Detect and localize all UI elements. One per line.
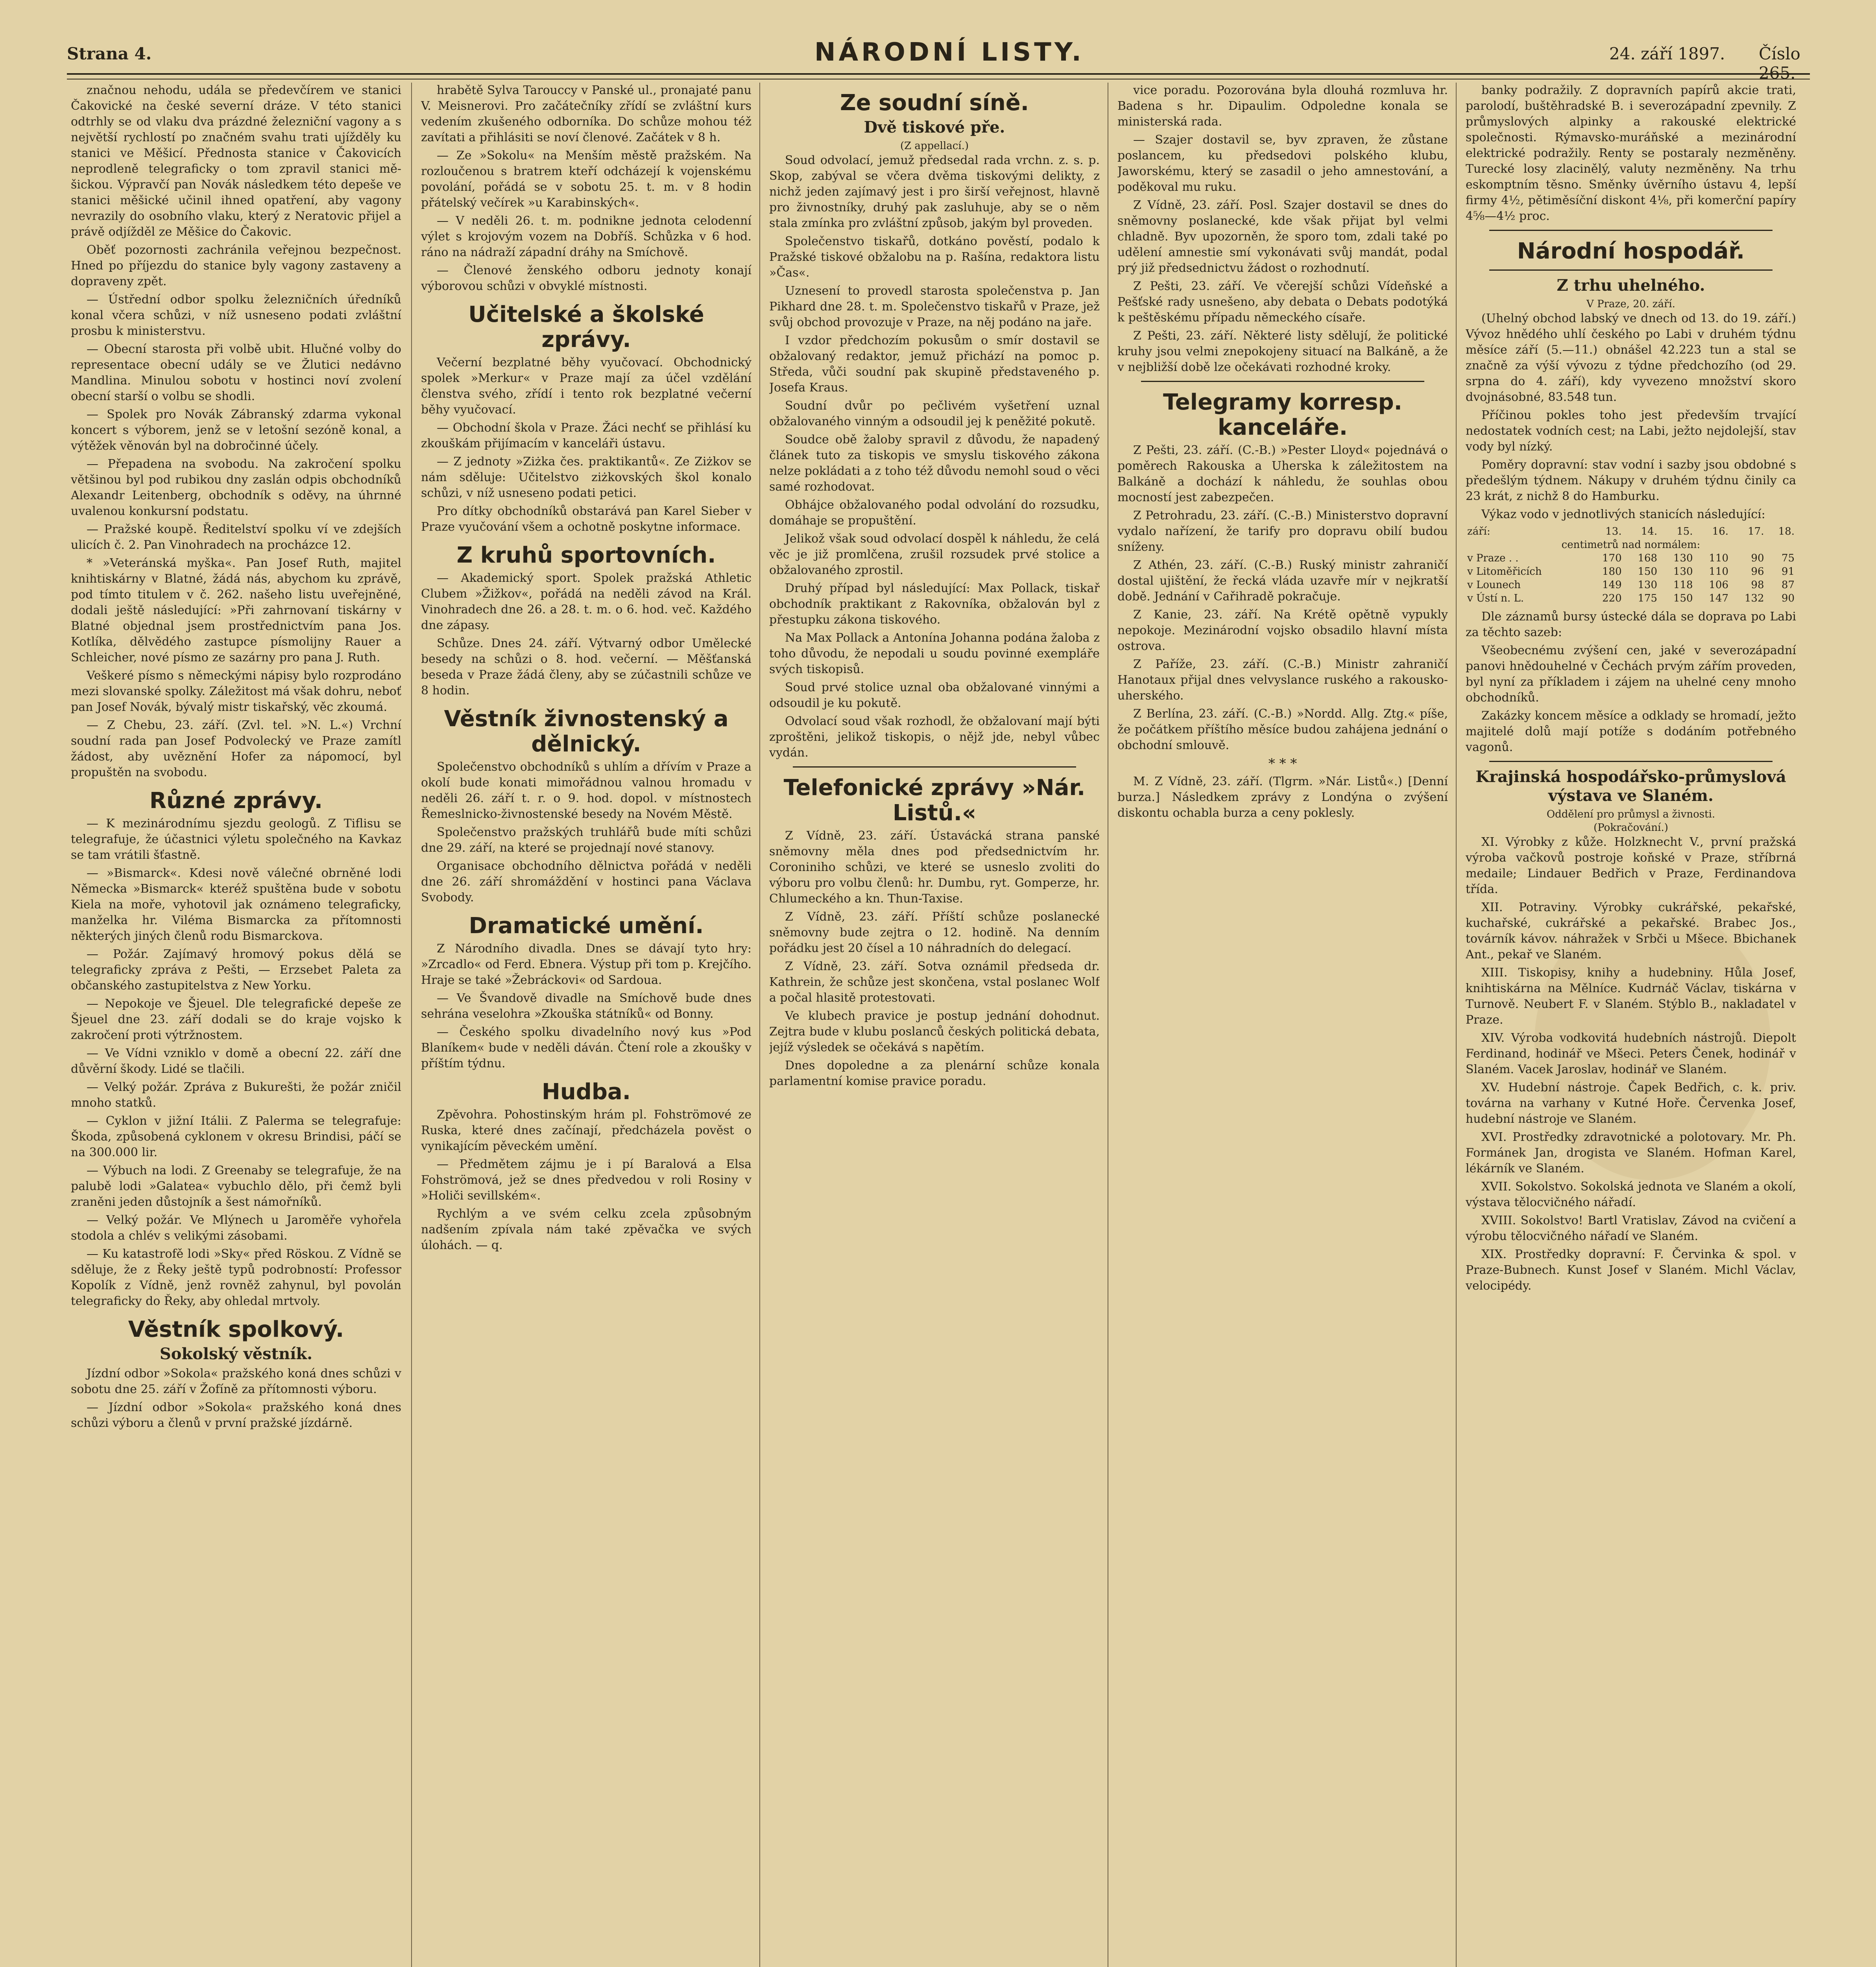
article-paragraph: Soud odvolací, jemuž předsedal rada vrchn. z. s. p. Skop, zabýval se včera dvěma tiskovými delikty, z nichž jeden zajímavý jest i pro širší veřejnost, hlavně pro živnostníky, druhý pak zasluhuje, aby se o něm stala zmínka pro zvláštní způsob, jakým byl proveden.: [769, 153, 1100, 230]
section-divider: [1489, 230, 1773, 231]
table-cell: 98: [1751, 579, 1764, 591]
table-cell: 75: [1781, 552, 1795, 564]
article-paragraph: Z Vídně, 23. září. Ústavácká strana panské sněmovny měla dnes pod předsednictvím hr. Coroniniho schůzi, ve které se usneslo zvoliti do výboru pro volbu členů: hr. Dumbu, ryt. Gomperze, hr. Chlumeckého a kn. Thun-Taxise.: [769, 829, 1100, 906]
column-1: [71, 83, 401, 1967]
water-level-table: [1466, 525, 1796, 605]
article-paragraph: Z Berlína, 23. září. (C.-B.) »Nordd. Allg. Ztg.« píše, že počátkem příštího měsíce budou zahájena jednání o obchodní smlouvě.: [1117, 707, 1448, 752]
section-title-dramaticke-umeni: Dramatické umění.: [469, 913, 704, 939]
subsection-title: Z trhu uhelného.: [1557, 276, 1705, 295]
table-cell: 150: [1638, 566, 1658, 578]
subsection-title: Dvě tiskové pře.: [864, 118, 1005, 137]
article-paragraph: — Nepokoje ve Šjeuel. Dle telegrafické depeše ze Šjeuel dne 23. září dodali se do kraje vojsko k zakročení proti výtržnostem.: [71, 997, 401, 1042]
article-paragraph: Soud prvé stolice uznal oba obžalované vinnými a odsoudil je ku pokutě.: [769, 681, 1100, 710]
table-cell: v Praze . .: [1467, 552, 1519, 564]
table-header-row: [1466, 525, 1796, 538]
article-paragraph: Všeobecnému zvýšení cen, jaké v severozápadní panovi hnědouhelné v Čechách prvým zářím proveden, byl nyní za příkladem i zájem na uhelné ceny mnoho obchodníků.: [1466, 644, 1796, 705]
table-cell: v Litoměřicích: [1467, 566, 1542, 578]
article-paragraph: Ve klubech pravice je postup jednání dohodnut. Zejtra bude v klubu poslanců českých politická debata, jejíž výsledek se očekává s napětím.: [769, 1009, 1100, 1054]
list-item: XII. Potraviny. Výrobky cukrářské, pekařské, kuchařské, cukrářské a pekařské. Brabec Jos., továrník kávov. náhražek v Srbči u Mšece. Bbichanek Ant., pekař ve Slaném.: [1466, 900, 1796, 961]
table-header-cell: 14.: [1641, 526, 1658, 537]
table-cell: 90: [1751, 552, 1764, 564]
section-divider: [1489, 761, 1773, 762]
table-cell: 180: [1602, 566, 1622, 578]
article-paragraph: — Obchodní škola v Praze. Žáci nechť se přihlásí ku zkouškám přijímacím v kanceláři ústavu.: [421, 421, 752, 450]
table-cell: 110: [1709, 552, 1729, 564]
table-cell: 132: [1744, 592, 1764, 604]
article-paragraph: — »Bismarck«. Kdesi nově válečné obrněné lodi Německa »Bismarck« kteréž spuštěna bude v sobotu Kiela na moře, vyhotovil jak oznámeno telegraficky, manželka hr. Viléma Bismarcka za přítomnosti některých jiných členů rodu Bismarckova.: [71, 866, 401, 943]
table-cell: 96: [1751, 566, 1764, 578]
column-4: [1117, 83, 1448, 1967]
section-divider: [1489, 269, 1773, 271]
article-paragraph: — Szajer dostavil se, byv zpraven, že zůstane poslancem, ku předsedovi polského klubu, Jaworskému, který se zasadil o jeho amnestování, a poděkoval mu ruku.: [1117, 133, 1448, 194]
section-subtitle: Oddělení pro průmysl a živnosti.: [1546, 808, 1715, 820]
page-header: [67, 35, 1806, 83]
section-title-telegramy: Telegramy korresp. kanceláře.: [1163, 389, 1402, 440]
article-paragraph: banky podražily. Z dopravních papírů akcie trati, parolodí, buštěhradské B. i severozápadní zpevnily. Z průmyslových alpinky a rakouské elektrické společnosti. Rýmavsko-muráňské a mezinárodní elektrické podražily. Renty se postaraly nezměněny. Turecké losy zlacinělý, valuty nezměněny. Na trhu eskomptním těsno. Směnky úvěrního ústavu 4, lepší firmy 4½, pětiměsíční diskont 4⅛, při komerční papíry 4⅝—4½ proc.: [1466, 83, 1796, 223]
column-separator: [759, 83, 760, 1967]
article-paragraph: Společenstvo tiskařů, dotkáno pověstí, podalo k Pražské tiskové obžalobu na p. Rašína, redaktora listu »Čas«.: [769, 234, 1100, 280]
column-5: [1466, 83, 1796, 1967]
column-3: [769, 83, 1100, 1967]
article-paragraph: — Ze »Sokolu« na Menším městě pražském. Na rozloučenou s bratrem kteří odcházejí k vojenskému povolání, pořádá se v sobotu 25. t. m. v 8 hodin přátelský večírek »u Karabinských«.: [421, 149, 752, 210]
article-paragraph: — Přepadena na svobodu. Na zakročení spolku většinou byl pod rubikou dny zaslán odpis obchodníků Alexandr Leitenberg, obchodník s oděvy, na úhrnné uvalenou konkursní podstatu.: [71, 457, 401, 518]
list-item: XIX. Prostředky dopravní: F. Červinka & spol. v Praze-Bubnech. Kunst Josef v Slaném. Michl Václav, velocipédy.: [1466, 1247, 1796, 1293]
section-title-hudba: Hudba.: [542, 1079, 631, 1105]
article-paragraph: Pro dítky obchodníků obstarává pan Karel Sieber v Praze vyučování všem a ochotně poskytne informace.: [421, 504, 752, 534]
article-paragraph: Z Petrohradu, 23. září. (C.-B.) Ministerstvo dopravní vydalo nařízení, že tarify pro dopravu obilí budou sníženy.: [1117, 509, 1448, 554]
article-paragraph: — Pražské koupě. Ředitelství spolku ví ve zdejších ulicích č. 2. Pan Vinohradech na procházce 12.: [71, 522, 401, 552]
section-divider: [793, 766, 1076, 768]
list-item: XV. Hudební nástroje. Čapek Bedřich, c. k. priv. továrna na varhany v Kutné Hoře. Červenka Josef, hudební nástroje ve Slaném.: [1466, 1081, 1796, 1126]
article-paragraph: Zakázky koncem měsíce a odklady se hromadí, ježto majitelé dolů mají potíže s dodáním potřebného vagonů.: [1466, 709, 1796, 754]
subsection-title: Sokolský věstník.: [159, 1345, 313, 1363]
article-paragraph: Oběť pozornosti zachránila veřejnou bezpečnost. Hned po příjezdu do stanice byly vagony zastaveny a dopraveny zpět.: [71, 243, 401, 288]
section-title-soudni-sin: Ze soudní síně.: [840, 90, 1029, 116]
page-number: Strana 4.: [67, 44, 152, 63]
table-header-cell: 18.: [1778, 526, 1795, 537]
column-separator: [1456, 83, 1457, 1967]
table-note: centimetrů nad normálem:: [1561, 539, 1701, 551]
section-note: (Pokračování.): [1593, 822, 1668, 834]
section-note: (Z appellací.): [900, 140, 969, 152]
article-paragraph: Jízdní odbor »Sokola« pražského koná dnes schůzi v sobotu dne 25. září v Žofíně za přítomnosti výboru.: [71, 1367, 401, 1396]
table-header-cell: 17.: [1748, 526, 1764, 537]
table-cell: 106: [1709, 579, 1729, 591]
article-paragraph: — Jízdní odbor »Sokola« pražského koná dnes schůzi výboru a členů v první pražské jízdárně.: [71, 1401, 401, 1430]
article-paragraph: — Velký požár. Zpráva z Bukurešti, že požár zničil mnoho statků.: [71, 1080, 401, 1110]
article-paragraph: Soudní dvůr po pečlivém vyšetření uznal obžalovaného vinným a odsoudil jej k peněžité pokutě.: [769, 399, 1100, 428]
table-cell: 175: [1638, 592, 1658, 604]
article-paragraph: Večerní bezplatné běhy vyučovací. Obchodnický spolek »Merkur« v Praze mají za účel vzdělání členstva svého, zřídí i tento rok bezplatné večerní běhy vyučovací.: [421, 356, 752, 417]
article-paragraph: Z Athén, 23. září. (C.-B.) Ruský ministr zahraničí dostal ujištění, že řecká vláda uzavře mír v nejkratší době. Jednání v Cařihradě pokračuje.: [1117, 558, 1448, 603]
table-row: [1466, 578, 1796, 592]
table-header-cell: 15.: [1677, 526, 1693, 537]
article-paragraph: — Cyklon v jižní Itálii. Z Palerma se telegrafuje: Škoda, způsobená cyklonem v okresu Brindisi, páčí se na 300.000 lir.: [71, 1114, 401, 1159]
section-title-telefonicke-zpravy: Telefonické zprávy »Nár. Listů.«: [783, 775, 1086, 826]
section-title-sport: Z kruhů sportovních.: [456, 542, 716, 568]
list-item: XVIII. Sokolstvo! Bartl Vratislav, Závod na cvičení a výrobu tělocvičného nářadí ve Slaném.: [1466, 1214, 1796, 1243]
list-item: XI. Výrobky z kůže. Holzknecht V., první pražská výroba vačkovů postroje koňské v Praze, stříbrná medaile; Lindauer Bedřich v Praze, Ferdinandova třída.: [1466, 835, 1796, 896]
article-paragraph: Z Pešti, 23. září. (C.-B.) »Pester Lloyd« pojednává o poměrech Rakouska a Uherska k záležitostem na Balkáně a dochází k náhledu, že souhlas obou mocností jest zabezpečen.: [1117, 443, 1448, 504]
article-paragraph: — Českého spolku divadelního nový kus »Pod Blaníkem« bude v neděli dáván. Čtení role a zkoušky v příštím týdnu.: [421, 1025, 752, 1070]
article-paragraph: * »Veteránská myška«. Pan Josef Ruth, majitel knihtiskárny v Blatné, žádá nás, abychom ku zprávě, pod tímto titulem v č. 262. našeho listu uveřejněné, dodali ještě následující: »Při zahrnovaní tiskárny v Blatné objednal jsem prostřednictvím pana Jos. Kotlíka, dělvědého zastupce písmolijny Rauer a Schleicher, nové písmo ze sazárny pro pana J. Ruth.: [71, 556, 401, 664]
article-paragraph: hrabětě Sylva Tarouccy v Panské ul., pronajaté panu V. Meisnerovi. Pro začátečníky zřídí se zvláštní kurs vedením zkušeného odborníka. Do schůze mohou též zavítati a přihlásiti se noví členové. Začátek v 8 h.: [421, 83, 752, 144]
table-cell: 149: [1602, 579, 1622, 591]
article-paragraph: — Z jednoty »Ziżka čes. praktikantů«. Ze Ziżkov se nám sděluje: Učitelstvo ziżkovských škol konalo schůzi, v níž usneseno podati petici.: [421, 455, 752, 500]
table-cell: v Lounech: [1467, 579, 1521, 591]
article-paragraph: (Uhelný obchod labský ve dnech od 13. do 19. září.) Vývoz hnědého uhlí českého po Labi v druhém týdnu měsíce září (5.—11.) obnášel 42.223 tun a stal se značně za výší vývozu z týdne předchozího (od 29. srpna do 4. září), kdy vyvezeno množství skoro dvojnásobné, 83.548 tun.: [1466, 312, 1796, 404]
section-title-ruzne-zpravy: Různé zprávy.: [149, 788, 323, 814]
article-paragraph: — Velký požár. Ve Mlýnech u Jaroměře vyhořela stodola a chlév s velikými zásobami.: [71, 1213, 401, 1243]
article-paragraph: — Členové ženského odboru jednoty konají výborovou schůzi v obvyklé místnosti.: [421, 264, 752, 293]
column-2: [421, 83, 752, 1967]
column-separator: [411, 83, 412, 1967]
article-paragraph: Dle záznamů bursy ústecké dála se doprava po Labi za těchto sazeb:: [1466, 610, 1796, 639]
article-paragraph: Odvolací soud však rozhodl, že obžalovaní mají býti zproštěni, jelikož tiskopis, o nějž jde, nebyl vůbec vydán.: [769, 714, 1100, 760]
table-cell: 90: [1781, 592, 1795, 604]
article-paragraph: — Ve Švandově divadle na Smíchově bude dnes sehrána veselohra »Zkouška státníků« od Bonny.: [421, 991, 752, 1021]
article-paragraph: Uznesení to provedl starosta společenstva p. Jan Pikhard dne 28. t. m. Společenstvo tiskařů v Praze, jež svůj obchod provozuje v Praze, na něj podáno na jaře.: [769, 284, 1100, 329]
list-item: XVI. Prostředky zdravotnické a polotovary. Mr. Ph. Formánek Jan, drogista ve Slaném. Hofman Karel, lékárník ve Slaném.: [1466, 1130, 1796, 1175]
table-cell: 91: [1781, 566, 1795, 578]
article-paragraph: — Požár. Zajímavý hromový pokus dělá se telegraficky zpráva z Pešti, — Erzsebet Paleta za občanského zastupitelstva z New Yorku.: [71, 947, 401, 993]
header-rule: [67, 73, 1810, 79]
article-paragraph: — Spolek pro Novák Zábranský zdarma vykonal koncert s výborem, jenž se v letošní sezóně konal, a výtěžek věnován byl na dobročinné účely.: [71, 408, 401, 453]
article-paragraph: Výkaz vodo v jednotlivých stanicích následující:: [1481, 507, 1765, 521]
article-paragraph: Organisace obchodního dělnictva pořádá v neděli dne 26. září shromáždění v hostinci pana Václava Svobody.: [421, 859, 752, 904]
article-paragraph: vice poradu. Pozorována byla dlouhá rozmluva hr. Badena s hr. Dipaulim. Odpoledne konala se ministerská rada.: [1117, 83, 1448, 129]
section-title-vestnik-zivnostensky: Věstník živnostenský a dělnický.: [444, 706, 729, 757]
article-paragraph: M. Z Vídně, 23. září. (Tlgrm. »Nár. Listů«.) [Denní burza.] Následkem zprávy z Londýna o zvýšení diskontu ochabla burza a ceny poklesly.: [1117, 775, 1448, 820]
article-paragraph: — Předmětem zájmu je i pí Baralová a Elsa Fohströmová, jež se dnes předvedou v roli Rosiny v »Holiči sevillském«.: [421, 1157, 752, 1203]
section-title-vestnik-spolkovy: Věstník spolkový.: [128, 1317, 344, 1342]
table-row: [1466, 565, 1796, 578]
table-cell: 220: [1602, 592, 1622, 604]
list-item: XIV. Výroba vodkovitá hudebních nástrojů. Diepolt Ferdinand, hodinář ve Mšeci. Peters Čenek, hodinář v Slaném. Vacek Jaroslav, hodinář ve Slaném.: [1466, 1031, 1796, 1076]
article-paragraph: — Z Chebu, 23. září. (Zvl. tel. »N. L.«) Vrchní soudní rada pan Josef Podvolecký ve Praze zamítl žádost, aby uvěznění Hofer za nápomocí, byl propuštěn na svobodu.: [71, 718, 401, 779]
article-paragraph: Z Pešti, 23. září. Ve včerejší schůzi Vídeňské a Pešťské rady usnešeno, aby debata o Debats podotýká k peštěskému případu německého císaře.: [1117, 279, 1448, 325]
article-paragraph: — Ku katastrofě lodi »Sky« před Röskou. Z Vídně se sděluje, že z Řeky ještě typů podrobností: Professor Kopolík z Vídně, jenž rovněž zahynul, byl povolán telegraficky do Řeky, aby ohledal mrtvoly.: [71, 1247, 401, 1308]
table-cell: 170: [1602, 552, 1622, 564]
list-item: XVII. Sokolstvo. Sokolská jednota ve Slaném a okolí, výstava tělocvičného nářadí.: [1466, 1180, 1796, 1209]
section-title-ucitelske: Učitelské a školské zprávy.: [468, 302, 704, 352]
article-paragraph: — K mezinárodnímu sjezdu geologů. Z Tiflisu se telegrafuje, že účastnici výletu společného na Kavkaz se tam vrátili šťastně.: [71, 817, 401, 862]
table-cell: 150: [1673, 592, 1693, 604]
article-paragraph: Obhájce obžalovaného podal odvolání do rozsudku, domáhaje se propuštění.: [769, 498, 1100, 528]
table-cell: 130: [1673, 566, 1693, 578]
article-paragraph: — Ústřední odbor spolku železničních úředníků konal včera schůzi, v níž usneseno podati zvláštní prosbu k ministerstvu.: [71, 293, 401, 338]
article-paragraph: Společenstvo pražských truhlářů bude míti schůzi dne 29. září, na které se projednají nové stanovy.: [421, 825, 752, 855]
article-paragraph: — Obecní starosta při volbě ubit. Hlučné volby do representace obecní udály se ve Žlutici nedávno Mandlina. Minulou sobotu v hostinci noví zvolení obecní starší o volbu se shodli.: [71, 342, 401, 403]
table-cell: 130: [1673, 552, 1693, 564]
table-cell: 147: [1709, 592, 1729, 604]
section-divider: [1141, 381, 1424, 382]
article-paragraph: Poměry dopravní: stav vodní i sazby jsou obdobné s předešlým týdnem. Nákupy v druhém týdnu činily ca 23 krát, z nichž 8 do Hamburku.: [1466, 458, 1796, 503]
article-paragraph: Dnes dopoledne a za plenární schůze konala parlamentní komise pravice poradu.: [769, 1059, 1100, 1088]
article-paragraph: Z Národního divadla. Dnes se dávají tyto hry: »Zrcadlo« od Ferd. Ebnera. Výstup při tom p. Krejčího. Hraje se také »Žebráckovi« od Sardoua.: [421, 942, 752, 987]
article-paragraph: Z Pešti, 23. září. Některé listy sdělují, že politické kruhy jsou velmi znepokojeny situací na Balkáně, a že v nejbližší době lze očekávati rozhodné kroky.: [1117, 329, 1448, 374]
dateline: V Praze, 20. září.: [1586, 298, 1675, 310]
article-paragraph: Z Kanie, 23. září. Na Krétě opětně vypukly nepokoje. Mezinárodní vojsko obsadilo hlavní místa ostrova.: [1117, 608, 1448, 653]
article-paragraph: značnou nehodu, udála se předevčírem ve stanici Čakovické na české severní dráze. V této stanici odtrhly se od vlaku dva prázdné železniční vagony a s největší rychlostí po značném svahu trati ujížděly ku stanici ve Měšicí. Přednosta stanice v Čakovicích neprodleně telegraficky o tom zpravil stanici mě-šickou. Výpravčí pan Novák následkem této depeše ve stanici měšické učinil ihned opatření, aby vagony nevrazily do osobního vlaku, který z Neratovic přijel a právě odjížděl ze Měšice do Čakovic.: [71, 83, 401, 239]
article-paragraph: — V neděli 26. t. m. podnikne jednota celodenní výlet s krojovým vozem na Dobříš. Schůzka v 6 hod. ráno na nádraží západní dráhy na Smíchově.: [421, 214, 752, 259]
article-paragraph: Příčinou pokles toho jest především trvající nedostatek vodních cest; na Labi, ježto nejdolejší, stav vody byl nízký.: [1466, 408, 1796, 454]
table-header-cell: 16.: [1712, 526, 1729, 537]
issue-date: 24. září 1897.: [1609, 44, 1725, 63]
article-paragraph: Z Paříže, 23. září. (C.-B.) Ministr zahraničí Hanotaux přijal dnes velvyslance ruského a rakousko-uherského.: [1117, 657, 1448, 703]
article-paragraph: Z Vídně, 23. září. Sotva oznámil předseda dr. Kathrein, že schůze jest skončena, vstal poslanec Wolf a počal hlasitě protestovati.: [769, 960, 1100, 1005]
article-paragraph: Druhý případ byl následující: Max Pollack, tiskař obchodník praktikant z Rakovníka, obžalován byl z přestupku zákona tiskového.: [769, 581, 1100, 627]
table-cell: v Ústí n. L.: [1467, 592, 1524, 604]
table-row: [1466, 592, 1796, 605]
section-dots: * * *: [1268, 756, 1297, 771]
list-item: XIII. Tiskopisy, knihy a hudebniny. Hůla Josef, knihtiskárna na Mělníce. Kudrnáč Václav, tiskárna v Turnově. Neubert F. v Slaném. Stýblo B., nakladatel v Praze.: [1466, 966, 1796, 1027]
article-paragraph: Na Max Pollack a Antonína Johanna podána žaloba z toho důvodu, že nepodali u soudu povinné exempláře svých tiskopisů.: [769, 631, 1100, 676]
article-paragraph: Z Vídně, 23. září. Příští schůze poslanecké sněmovny bude zejtra o 12. hodině. Na denním pořádku jest 20 čísel a 10 náhradních do delegací.: [769, 910, 1100, 955]
article-paragraph: Z Vídně, 23. září. Posl. Szajer dostavil se dnes do sněmovny poslanecké, kde však přijat byl velmi chladně. Byv upozorněn, že sporo tom, zdali také po udělení amnestie smí vykonávati svůj mandát, podal prý již předsednictvu žádost o rozhodnutí.: [1117, 198, 1448, 275]
article-paragraph: Soudce obě žaloby spravil z důvodu, že napadený článek tuto za tiskopis ve smyslu tiskového zákona nelze pokládati a z toho též důvodu nemohl soud o věci samé rozhodovat.: [769, 433, 1100, 494]
article-paragraph: Schůze. Dnes 24. září. Výtvarný odbor Umělecké besedy na schůzi o 8. hod. večerní. — Měšťanská beseda v Praze žádá členy, aby se zúčastnili schůze ve 8 hodin.: [421, 637, 752, 697]
table-header-cell: září:: [1467, 526, 1490, 537]
table-cell: 87: [1781, 579, 1795, 591]
masthead-title: NÁRODNÍ LISTY.: [814, 38, 1084, 67]
article-paragraph: Veškeré písmo s německými nápisy bylo rozprodáno mezi slovanské spolky. Záležitost má však dohru, neboť pan Josef Novák, bývalý mistr tiskařský, věc zkoumá.: [71, 669, 401, 714]
section-title-krajinska-vystava: Krajinská hospodářsko-průmyslová výstava ve Slaném.: [1475, 768, 1786, 805]
article-paragraph: Jelikož však soud odvolací dospěl k náhledu, že celá věc je již promlčena, zrušil rozsudek prvé stolice a obžalovaného zprostil.: [769, 532, 1100, 577]
article-paragraph: — Ve Vídni vzniklo v domě a obecní 22. září dne důvěrní škody. Lidé se tlačili.: [71, 1046, 401, 1076]
table-cell: 110: [1709, 566, 1729, 578]
table-cell: 118: [1673, 579, 1693, 591]
article-paragraph: Rychlým a ve svém celku zcela způsobným nadšením zpívala nám také zpěvačka ve svých úlohách. — q.: [421, 1207, 752, 1252]
article-paragraph: — Výbuch na lodi. Z Greenaby se telegrafuje, že na palubě lodi »Galatea« vybuchlo dělo, při čemž byli zraněni jeden důstojník a šest námořníků.: [71, 1164, 401, 1209]
article-paragraph: I vzdor předchozím pokusům o smír dostavil se obžalovaný redaktor, jemuž přichází na pomoc p. Středa, vůči soudní pak skupině představeného p. Josefa Kraus.: [769, 334, 1100, 395]
issue-number: Číslo 265.: [1759, 44, 1800, 83]
section-title-narodni-hospodar: Národní hospodář.: [1517, 238, 1745, 264]
table-cell: 130: [1638, 579, 1658, 591]
article-paragraph: Společenstvo obchodníků s uhlím a dřívím v Praze a okolí bude konati mimořádnou valnou hromadu v neděli 26. září t. r. o 9. hod. dopol. v místnostech Řemeslnicko-živnostenské besedy na Novém Městě.: [421, 760, 752, 821]
article-paragraph: — Akademický sport. Spolek pražská Athletic Clubem »Žižkov«, pořádá na neděli závod na Král. Vinohradech dne 26. a 28. t. m. o 6. hod. več. Každého dne zápasy.: [421, 571, 752, 632]
table-row: [1466, 552, 1796, 565]
article-paragraph: Zpěvohra. Pohostinským hrám pl. Fohströmové ze Ruska, které dnes začínají, předcházela pověst o vynikajícím pěveckém umění.: [421, 1108, 752, 1153]
table-header-cell: 13.: [1605, 526, 1622, 537]
table-cell: 168: [1638, 552, 1658, 564]
